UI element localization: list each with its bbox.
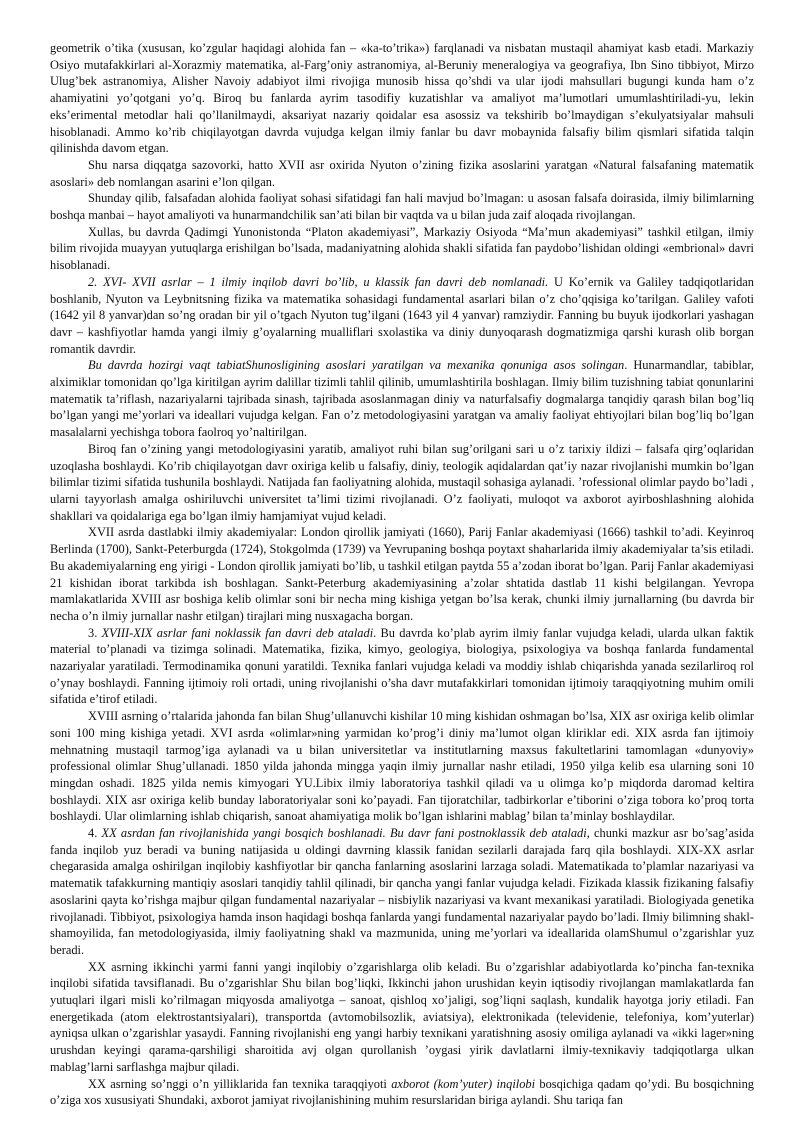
paragraph	[50, 625, 754, 709]
paragraph	[50, 274, 754, 358]
text-run: 4.	[88, 826, 102, 841]
text-run: Shu narsa diqqatga sazovorki, hatto XVII asr oxirida Nyuton o’zining fizika asoslarini yaratgan «Natural falsafaning matematik asoslari» deb nomlangan asarini e’lon qilgan.	[50, 157, 754, 189]
text-run: , chunki mazkur asr bo’sag’asida fanda inqilob yuz beradi va buning natijasida u oldingi davrning klassik fanidan sezilarli darajada farq qila boshlaydi. XIX-XX asrlar chegarasida amalga oshirilgan inqilobiy kashfiyotlar bir qancha fanlarning asoslarini larzaga soladi. Matematikada to’plamlar nazariyasi va matematik tafakkurning mantiqiy asoslari tanqidiy tahlil qilinadi, bir qancha yangi fanlar vujudga keladi. Fizikada klassik fizikaning falsafiy asoslarini qayta ko’rishga majbur qilgan fundamental nazariyalar – nisbiylik nazariyasi va kvant mexanikasi yaratiladi. Biologiyada genetika rivojlanadi. Tibbiyot, psixologiya hamda inson haqidagi boshqa fanlarda yangi fundamental nazariyalar paydo bo’ladi. Ilmiy bilimning shakl-shamoyilida, fan metodologiyasida, ilmiy faoliyatning shakl va mazmunida, uning me’yorlari va ideallarida olamShumul o’zgarishlar yuz beradi.	[50, 826, 755, 957]
text-run: 3.	[88, 625, 102, 640]
paragraph	[50, 708, 754, 825]
text-run: U Ko’ernik va Galiley tadqiqotlaridan boshlanib, Nyuton va Leybnitsning fizika va matematika sohasidagi fundamental asarlari bilan o’z cho’qqisiga ko’tarilgan. Galiley vafoti (1642 yil 8 yanvar)dan so’ng oradan bir yil o’tgach Nyuton tug’ilgani (1643 yil 4 yanvar) ramziydir. Fanning bu buyuk ijodkorlari yashagan davr – kashfiyotlar hamda yangi ilmiy g’oyalarning mualliflari sxolastika va diniy dunyoqarash dogmatizmiga qarshi kurash olib borgan romantik davrdir.	[50, 274, 754, 356]
paragraph	[50, 1076, 754, 1109]
italic-heading: Bu davrda hozirgi vaqt tabiatShunosligining asoslari yaratilgan va mexanika qonuniga asos solingan	[88, 358, 625, 373]
italic-heading: XX asrdan fan rivojlanishida yangi bosqich boshlanadi. Bu davr fani postnoklassik deb ataladi	[101, 826, 587, 841]
paragraph	[50, 959, 754, 1076]
text-run: geometrik o’tika (xususan, ko’zgular haqidagi alohida fan – «ka-to’trika») farqlanadi va nisbatan mustaqil ahamiyat kasb etadi. Markaziy Osiyo mutafakkirlari al-Xorazmiy matematika, al-Farg’oniy astranomiya, al-Beruniy meneralogiya va geografiya, Ibn Sino tibbiyot, Mirzo Ulug’bek astranomiya, Alisher Navoiy adabiyot ilmi rivojiga munosib hissa qo’shdi va ular ijodi mahsullari bugungi kunda ham o’z ahamiyatini yo’qotgani yo’q. Biroq bu fanlarda ayrim tasodifiy kuzatishlar va amaliyot ma’lumotlari umumlashtiriladi-yu, lekin eks’erimental metodlar hali qo’llanilmaydi, aksariyat nazariy qoidalar esa asossiz va tekshirib bo’lmaydigan s’ekulyatsiyalar mahsuli hisoblanadi. Ammo ko’rib chiqilayotgan davrda vujudga kelgan ilmiy fanlar bu davr mobaynida falsafiy bilim qismlari sifatida talqin qilinishda davom etgan.	[50, 41, 754, 156]
paragraph	[50, 524, 754, 624]
text-run: XX asrning ikkinchi yarmi fanni yangi inqilobiy o’zgarishlarga olib keladi. Bu o’zgarishlar adabiyotlarda ko’pincha fan-texnika inqilobi sifatida tavsiflanadi. Bu o’zgarishlar Shu bilan bog’liqki, Ikkinchi jahon urushidan keyin iqtisodiy rivojlangan mamlakatlarda fan yutuqlari ilgari misli ko’rilmagan miqyosda amaliyotga – sanoat, qishloq xo’jaligi, sog’liqni saqlash, kundalik hayotga joriy etiladi. Fan energetikada (atom elektrostantsiyalari), transportda (avtomobilsozlik, aviatsiya), elektronikada (televidenie, telefoniya, kom’yuterlar) ayniqsa ulkan o’zgarishlar yasaydi. Fanning rivojlanishi eng yangi harbiy texnikani yaratishning asosiy omiliga aylanadi va «ikki lager»ning urushdan keyingi qarama-qarshiligi sharoitida avj olgan qurollanish ’oygasi yirik davlatlarni ilmiy-texnikaviy tadqiqotlarga ulkan mablag’larni sarflashga majbur qiladi.	[50, 959, 754, 1074]
paragraph	[50, 441, 754, 525]
text-run: . Hunarmandlar, tabiblar, alximiklar tomonidan qo’lga kiritilgan ayrim dalillar tizimli tahlil qilinib, umumlashtirila boshlagan. Ilmiy bilim tuzishning tabiat qonunlarini matematik ta’riflash, nazariyalarni tajribada sinash, tajribada asoslanmagan diniy va naturfalsafiy dogmalarga tanqidiy qarash bilan bog’liq bo’lgan yangi me’yorlari va ideallari vujudga kelgan. Fan o’z metodologiyasini yaratgan va amaliy faoliyat ehtiyojlari bilan bog’liq bo’lgan masalalarni yechishga tobora faolroq yo’naltirilgan.	[50, 358, 754, 440]
text-run: XVII asrda dastlabki ilmiy akademiyalar: London qirollik jamiyati (1660), Parij Fanlar akademiyasi (1666) tashkil to’adi. Keyinroq Berlinda (1700), Sankt-Peterburgda (1724), Stokgolmda (1739) va Yevrupaning boshqa poytaxt shaharlarida ilmiy akademiyalar ta’sis etiladi. Bu akademiyalarning eng yirigi - London qirollik jamiyati bo’lib, u tashkil etilgan paytda 55 a’zodan iborat bo’lgan. Parij Fanlar akademiyasi 21 kishidan iborat tarkibda ish boshlagan. Sankt-Peterburg akademiyasining a’zolar shtatida dastlab 11 kishi belgilangan. Yevropa mamlakatlarida XVIII asr boshiga kelib olimlar soni bir necha ming kishiga yetgan bo’lsa kerak, chunki ilmiy jurnallarning (bu davrda bir necha o’n ilmiy jurnallar nashr etilgan) tirajlari ming nusxagacha borgan.	[50, 525, 754, 623]
text-run: . Bu davrda ko’plab ayrim ilmiy fanlar vujudga keladi, ularda ulkan faktik material to’planadi va tizimga solinadi. Matematika, fizika, kimyo, geologiya, biologiya, psixologiya va boshqa fanlarda fundamental nazariyalar yaratiladi. Termodinamika qonuni yaratildi. Texnika fanlari vujudga keladi va moddiy ishlab chiqarishda yanada sezilarliroq rol o’ynay boshlaydi. Fanning ijtimoiy roli ortadi, uning rivojlanishi o’sha davr mutafakkirlari tomonidan ijtimoiy taraqqiyotning muhim omili sifatida e’tirof etiladi.	[50, 625, 754, 707]
paragraph	[50, 357, 754, 441]
text-run: bosqichiga qadam qo’ydi. Bu bosqichning o’ziga xos xususiyati Shundaki, axborot jamiyat rivojlanishining muhim resurslaridan biriga aylandi. Shu tariqa fan	[50, 1076, 754, 1108]
paragraph	[50, 157, 754, 190]
paragraph	[50, 190, 754, 223]
paragraph	[50, 40, 754, 157]
text-run: XX asrning so’nggi o’n yilliklarida fan texnika taraqqiyoti	[88, 1076, 392, 1091]
italic-heading: XVIII-XIX asrlar fani noklassik fan davri deb ataladi	[101, 625, 374, 640]
italic-phrase: axborot (kom’yuter) inqilobi	[391, 1076, 536, 1091]
text-run: Biroq fan o’zining yangi metodologiyasini yaratib, amaliyot ruhi bilan sug’orilgani sari u o’z tarixiy ildizi – falsafa qirg’oqlaridan uzoqlasha boshlaydi. Ko’rib chiqilayotgan davr oxiriga kelib u falsafiy, diniy, teologik aqidalardan qat’iy nazar rivojlanishi mumkin bo’lgan bilimlar tizimi sifatida tushunila boshlaydi. Natijada fan faoliyatning alohida, mustaqil sohasiga aylanadi. ’rofessional olimlar paydo bo’ladi , ularni tayyorlash amalga oshiriluvchi universitet ta’limi tizimi rivojlanadi. O’z faoliyati, muloqot va axborot ayirboshlashning alohida shakllari va qoidalariga ega bo’lgan ilmiy hamjamiyat vujud keladi.	[50, 441, 754, 523]
text-run: XVIII asrning o’rtalarida jahonda fan bilan Shug’ullanuvchi kishilar 10 ming kishidan oshmagan bo’lsa, XIX asr oxiriga kelib olimlar soni 100 ming kishiga yetadi. XVI asrda «olimlar»ning yarmidan ko’prog’i diniy ma’lumot olgan kliriklar edi. XIX asrda fan ijtimoiy mehnatning mustaqil tarmog’iga aylanadi va u bilan universitetlar va institutlarning maxsus fakultetlarini tamomlagan «dunyoviy» professional olimlar Shug’ullanadi. 1850 yilda jahonda mingga yaqin ilmiy jurnallar nashr etiladi, 1950 yilga kelib esa ularning soni 10 mingdan oshadi. 1825 yilda nemis kimyogari YU.Libix ilmiy laboratoriya tashkil qiladi va u olimga ko’p miqdorda daromad keltira boshlaydi. XIX asr oxiriga kelib bunday laboratoriyalar soni ko’payadi. Fan tijoratchilar, tadbirkorlar e’tiborini o’ziga tobora ko’proq torta boshlaydi. Ular olimlarning ishlab chiqarish, sanoat ahamiyatiga molik bo’lgan ishlarini mablag’ bilan ta’minlay boshlaydilar.	[50, 709, 754, 824]
text-run: Xullas, bu davrda Qadimgi Yunonistonda “Platon akademiyasi”, Markaziy Osiyoda “Ma’mun akademiyasi” tashkil etilgan, ilmiy bilim rivojida muayyan yutuqlarga erishilgan bo’lsada, madaniyatning alohida shakli sifatida fan paydobo’lishidan oldingi «embrional» davri hisoblanadi.	[50, 224, 754, 273]
text-run: Shunday qilib, falsafadan alohida faoliyat sohasi sifatidagi fan hali mavjud bo’lmagan: u asosan falsafa doirasida, ilmiy bilimlarning boshqa manbai – hayot amaliyoti va hunarmandchilik san’ati bilan bir vaqtda va u bilan juda zaif aloqada rivojlangan.	[50, 191, 754, 223]
paragraph	[50, 825, 754, 959]
italic-heading: 2. XVI- XVII asrlar – 1 ilmiy inqilob davri bo’lib, u klassik fan davri deb nomlanadi.	[88, 274, 549, 289]
paragraph	[50, 224, 754, 274]
